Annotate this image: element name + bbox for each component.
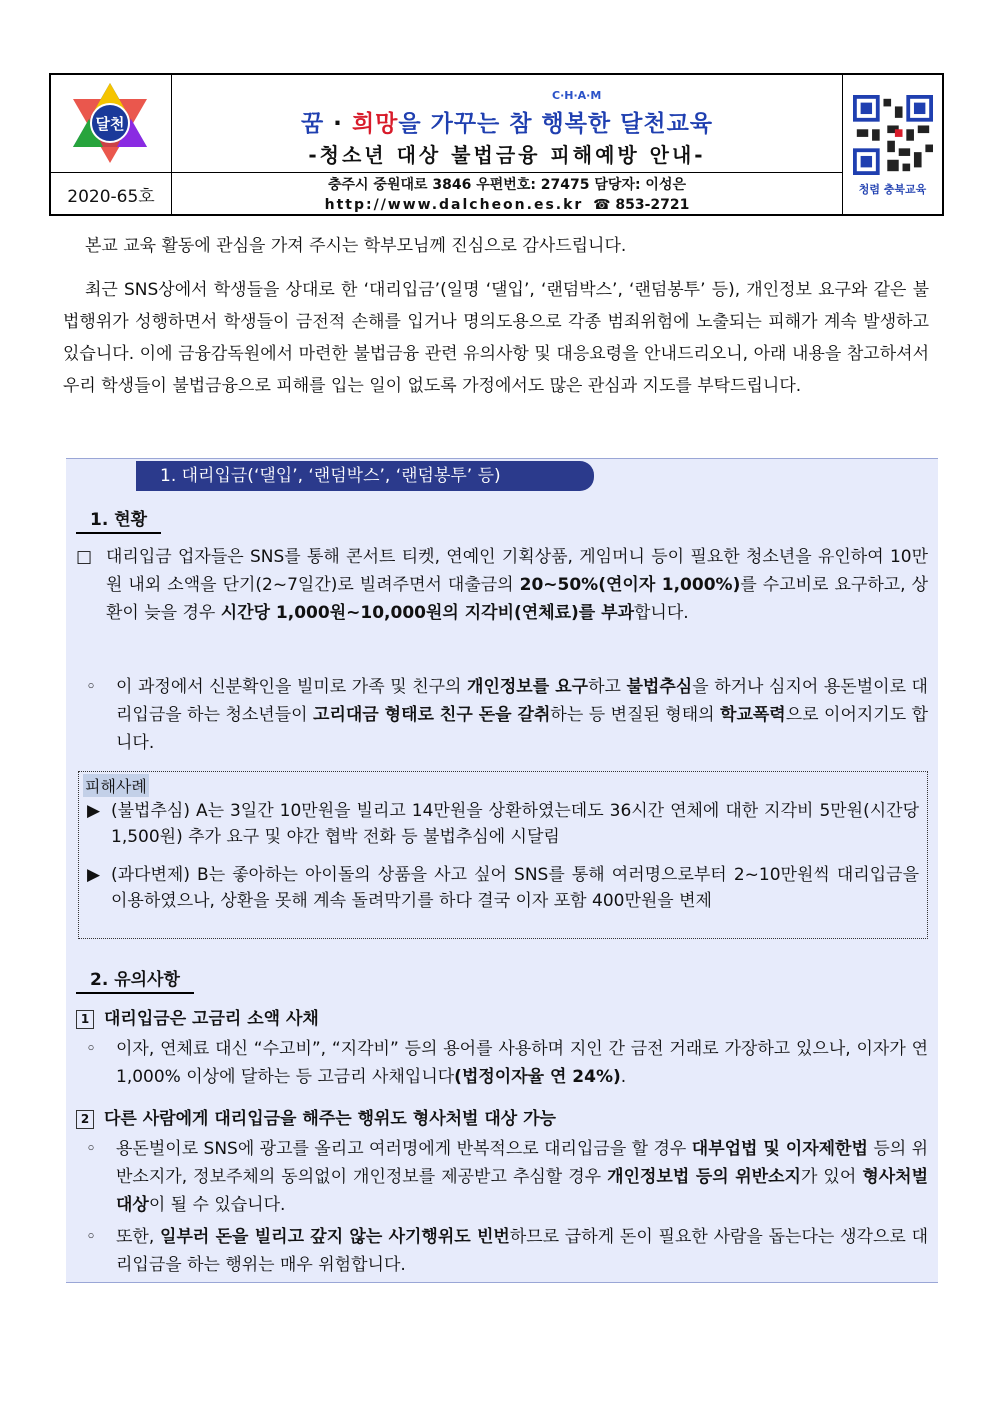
intro-greeting: 본교 교육 활동에 관심을 가져 주시는 학부모님께 진심으로 감사드립니다. (85, 236, 627, 256)
qr-code-icon[interactable] (853, 95, 933, 175)
caution-text-2 (86, 1135, 928, 1219)
case-text: (과다변제) B는 좋아하는 아이돌의 상품을 사고 싶어 SNS를 통해 여러명으로부터 2~10만원씩 대리입금을 이용하였으나, 상환을 못해 계속 돌려막기를 하다 결국 이자 포함 400만원을 변제 (111, 865, 919, 911)
caution-title: 대리입금은 고금리 소액 사채 (104, 1009, 319, 1029)
slogan-part: 참 행복한 달천교육 (509, 111, 714, 137)
document-header (49, 73, 944, 216)
text-run: 등의 위반소지가, 정보주체의 동의없이 개인정보를 제공받고 추심할 경우 (116, 1139, 929, 1187)
damage-cases (78, 771, 928, 939)
circle-bullet-icon: ◦ (86, 1039, 97, 1059)
case-item (87, 798, 919, 850)
text-run: 용돈벌이로 SNS에 광고를 올리고 여러명에게 반복적으로 대리입금을 할 경우 (116, 1139, 692, 1159)
text-run: 이 과정에서 신분확인을 빌미로 가족 및 친구의 (116, 677, 468, 697)
qr-area (842, 75, 942, 216)
text-run: . (620, 1067, 627, 1087)
text-run: 또한, (116, 1227, 161, 1247)
intro-body: 최근 SNS상에서 학생들을 상대로 한 ‘대리입금’(일명 ‘댈입’, ‘랜덤박스’, ‘랜덤봉투’ 등), 개인정보 요구와 같은 불법행위가 성행하면서 학생들이 금전적 손해를 입거나 명의도용으로 각종 범죄위험에 노출되는 피해가 계속 발생하고 있습니다. 이에 금융감독원에서 마련한 불법금융 관련 유의사항 및 대응요령을 안내드리오니, 아래 내용을 참고하셔서 우리 학생들이 불법금융으로 피해를 입는 일이 없도록 가정에서도 많은 관심과 지도를 부탁드립니다. (63, 280, 929, 396)
star-logo-icon (51, 75, 169, 171)
doc-number: 2020-65호 (51, 173, 172, 216)
status-detail (86, 673, 928, 757)
phone-number: ☎ 853-2721 (593, 197, 690, 213)
slogan-part: 희망 (351, 111, 399, 137)
text-bold: 20~50%(연이자 1,000%) (519, 575, 741, 595)
number-box: 2 (76, 1110, 94, 1129)
text-bold: 형사처벌 대상 (116, 1167, 929, 1215)
text-run: 가 있어 (800, 1167, 863, 1187)
cham-tag: C·H·A·M (552, 89, 602, 102)
text-run: 하고 (588, 677, 627, 697)
caution-heading-2 (76, 1105, 928, 1133)
subheading-cautions: 2. 유의사항 (76, 965, 194, 994)
text-bold: 개인정보법 등의 위반소지 (607, 1167, 801, 1187)
status-paragraph (76, 543, 928, 627)
text-run: 하는 등 변질된 형태의 (550, 705, 721, 725)
slogan (172, 105, 842, 138)
triangle-bullet-icon: ▶ (87, 865, 101, 885)
title-area (172, 75, 842, 173)
logo-text: 달천 (95, 115, 125, 133)
circle-bullet-icon: ◦ (86, 677, 97, 697)
text-bold: 시간당 1,000원~10,000원의 지각비(연체료)를 부과 (220, 603, 634, 623)
text-run: 를 수고비로 요구하고, 상환이 늦을 경우 (106, 575, 928, 623)
text-run: 이자, 연체료 대신 “수고비”, “지각비” 등의 용어를 사용하며 지인 간 금전 거래로 가장하고 있으나, 이자가 연 1,000% 이상에 달하는 등 고금리 사채입니다 (116, 1039, 928, 1087)
slogan-part: 을 가꾸는 (398, 111, 510, 137)
content-panel (66, 458, 938, 1283)
number-box: 1 (76, 1010, 94, 1029)
text-bold: (법정이자율 연 24%) (454, 1067, 621, 1087)
text-bold: 일부러 돈을 빌리고 갚지 않는 사기행위도 빈번 (160, 1227, 510, 1247)
text-bold: 개인정보를 요구 (467, 677, 589, 697)
section-title: 1. 대리입금(‘댈입’, ‘랜덤박스’, ‘랜덤봉투’ 등) (136, 461, 594, 491)
case-text: (불법추심) A는 3일간 10만원을 빌리고 14만원을 상환하였는데도 36시간 연체에 대한 지각비 5만원(시간당 1,500원) 추가 요구 및 야간 협박 전화 등 불법추심에 시달림 (111, 801, 919, 847)
subtitle: -청소년 대상 불법금융 피해예방 안내- (308, 143, 706, 167)
case-label: 피해사례 (83, 774, 149, 797)
text-bold: 고리대금 형태로 친구 돈을 갈취 (313, 705, 551, 725)
text-run: 합니다. (634, 603, 689, 623)
subheading-status: 1. 현황 (76, 505, 161, 534)
text-run: 이 될 수 있습니다. (148, 1195, 286, 1215)
qr-caption: 청렴 충북교육 (858, 183, 927, 196)
case-item (87, 862, 919, 914)
triangle-bullet-icon: ▶ (87, 801, 101, 821)
circle-bullet-icon: ◦ (86, 1139, 97, 1159)
text-bold: 불법추심 (626, 677, 693, 697)
caution-heading-1 (76, 1005, 928, 1033)
circle-bullet-icon: ◦ (86, 1227, 97, 1247)
school-logo (51, 75, 172, 173)
intro (63, 230, 929, 402)
caution-title: 다른 사람에게 대리입금을 해주는 행위도 형사처벌 대상 가능 (104, 1109, 556, 1129)
caution-text-3 (86, 1223, 928, 1279)
address: 충주시 중원대로 3846 우편번호: 27475 담당자: 이성은 (327, 177, 687, 193)
text-bold: 대부업법 및 이자제한법 (691, 1139, 868, 1159)
slogan-part: 꿈 (300, 111, 325, 137)
text-run: 하므로 급하게 돈이 필요한 사람을 돕는다는 생각으로 대리입금을 하는 행위는 매우 위험합니다. (116, 1227, 928, 1275)
text-bold: 학교폭력 (720, 705, 786, 725)
slogan-dot: · (324, 111, 352, 137)
checkbox-bullet-icon: □ (76, 547, 93, 567)
contact-info (172, 173, 842, 216)
text-run: 으로 이어지기도 합니다. (116, 705, 929, 753)
website-link[interactable]: http://www.dalcheon.es.kr (324, 197, 584, 213)
text-run: 대리입금 업자들은 SNS를 통해 콘서트 티켓, 연예인 기획상품, 게임머니 등이 필요한 청소년을 유인하여 10만원 내외 소액을 단기(2~7일간)로 빌려주면서 대출금의 (106, 547, 928, 595)
text-run: 을 하거나 심지어 용돈벌이로 대리입금을 하는 청소년들이 (116, 677, 928, 725)
caution-text-1 (86, 1035, 928, 1091)
